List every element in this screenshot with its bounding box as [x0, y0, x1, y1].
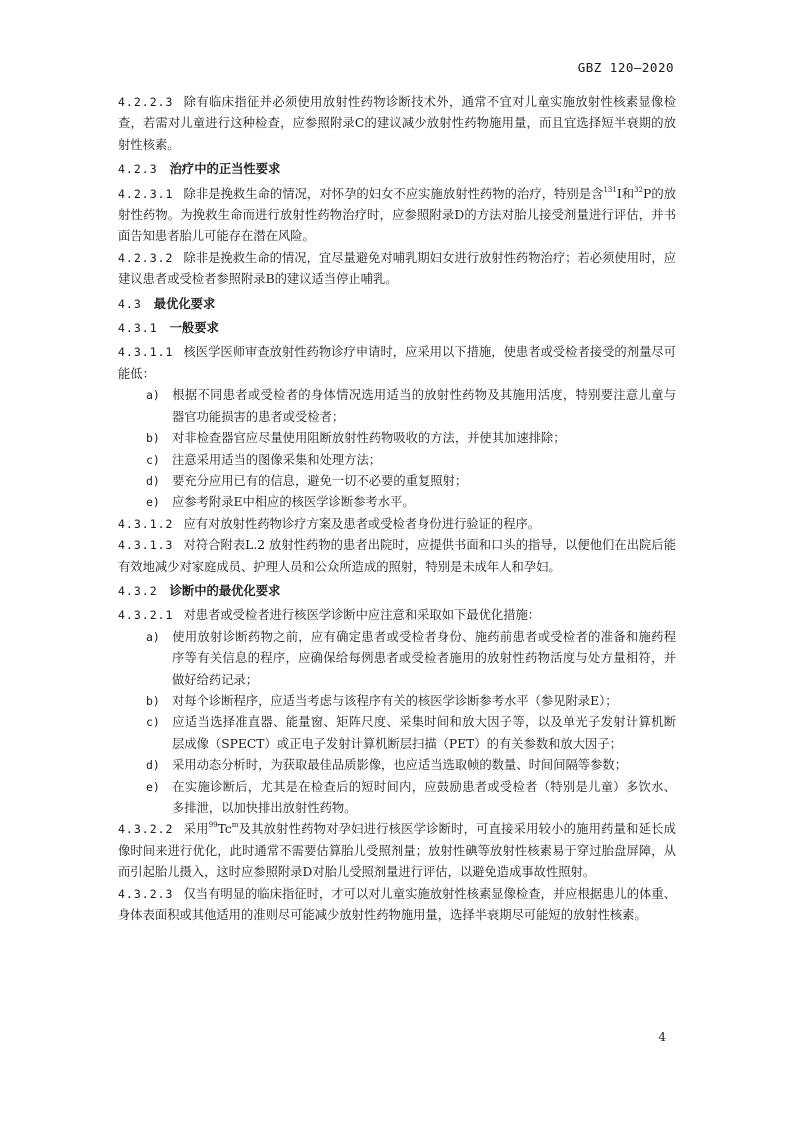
clause-number: 4.3.2.2: [118, 822, 174, 837]
clause-number: 4.2.3.2: [118, 250, 174, 265]
list-marker: b): [146, 431, 160, 446]
section-title: 一般要求: [169, 321, 219, 336]
clause-text: Tc: [217, 822, 232, 837]
list-marker: d): [146, 758, 160, 773]
clause-text: P的放射性药物。为挽救生命而进行放射性药物治疗时，应参照附录D的方法对胎儿接受剂量进行评估，并书面告知患者胎儿可能存在潜在风险。: [118, 186, 676, 244]
section-title: 治疗中的正当性要求: [169, 162, 281, 177]
clause-number: 4.3.2.1: [118, 608, 174, 623]
list-item: [118, 385, 676, 428]
document-body: [118, 92, 676, 926]
section-heading-4-2-3: [118, 159, 676, 180]
section-heading-4-3-2: [118, 581, 676, 602]
list-item-text: 要充分应用已有的信息，避免一切不必要的重复照射；: [172, 473, 468, 488]
list-item: [118, 492, 676, 513]
clause-4-3-2-2: [118, 819, 676, 883]
list-marker: c): [146, 715, 160, 730]
clause-number: 4.3.1.1: [118, 345, 174, 360]
list-item-text: 使用放射诊断药物之前，应有确定患者或受检者身份、施药前患者或受检者的准备和施药程序等有关信息的程序，应确保给每例患者或受检者施用的放射性药物活度与处方量相符，并做好给药记录；: [172, 629, 676, 687]
list-item-text: 对每个诊断程序，应适当考虑与该程序有关的核医学诊断参考水平（参见附录E）；: [172, 693, 618, 708]
isotope-mass-number: 99: [208, 821, 218, 830]
clause-text: 对符合附表L.2 放射性药物的患者出院时，应提供书面和口头的指导，以便他们在出院后能有效地减少对家庭成员、护理人员和公众所造成的照射，特别是未成年人和孕妇。: [118, 538, 676, 574]
clause-number: 4.2.2.3: [118, 95, 174, 109]
list-marker: d): [146, 473, 160, 488]
clause-4-2-3-1: [118, 184, 676, 248]
clause-text: 采用: [183, 822, 209, 837]
list-item: [118, 471, 676, 492]
clause-number: 4.3.1.3: [118, 538, 174, 553]
section-title: 最优化要求: [153, 296, 216, 311]
clause-4-2-3-2: [118, 248, 676, 291]
clause-text: 仅当有明显的临床指征时，才可以对儿童实施放射性核素显像检查，并应根据患儿的体重、身体表面积或其他适用的准则尽可能减少放射性药物施用量，选择半衰期尽可能短的放射性核素。: [118, 886, 676, 923]
section-number: 4.2.3: [118, 162, 158, 177]
clause-text: 应有对放射性药物诊疗方案及患者或受检者身份进行验证的程序。: [183, 516, 541, 531]
clause-text: I和: [616, 186, 635, 201]
clause-number: 4.3.1.2: [118, 516, 174, 531]
clause-number: 4.3.2.3: [118, 886, 174, 901]
section-number: 4.3.1: [118, 321, 158, 336]
clause-4-3-1-2: [118, 514, 676, 535]
clause-4-2-2-3: [118, 92, 676, 156]
clause-4-3-1-3: [118, 535, 676, 578]
clause-text: 及其放射性药物对孕妇进行核医学诊断时，可直接采用较小的施用药量和延长成像时间来进行优化，此时通常不需要估算胎儿受照剂量；放射性碘等放射性核素易于穿过胎盘屏障，从而引起胎儿摄入，这时应参照附录D对胎儿受照剂量进行评估，以避免造成事故性照射。: [118, 822, 676, 880]
list-item: [118, 691, 676, 712]
section-heading-4-3-1: [118, 318, 676, 339]
section-number: 4.3: [118, 296, 142, 311]
list-item-text: 应参考附录E中相应的核医学诊断参考水平。: [172, 495, 415, 510]
list-item: [118, 450, 676, 471]
isotope-mass-number: 131: [603, 185, 617, 194]
standard-id: GBZ 120—2020: [577, 60, 674, 75]
list-item: [118, 777, 676, 820]
list-item-text: 注意采用适当的图像采集和处理方法；: [172, 452, 382, 467]
list-item-text: 应适当选择准直器、能量窗、矩阵尺度、采集时间和放大因子等，以及单光子发射计算机断层成像（SPECT）或正电子发射计算机断层扫描（PET）的有关参数和放大因子；: [172, 715, 676, 751]
list-item-text: 采用动态分析时，为获取最佳品质影像，也应适当选取帧的数量、时间间隔等参数；: [172, 758, 627, 773]
clause-text: 核医学医师审查放射性药物诊疗申请时，应采用以下措施，使患者或受检者接受的剂量尽可能低：: [118, 345, 676, 381]
list-item-text: 在实施诊断后，尤其是在检查后的短时间内，应鼓励患者或受检者（特别是儿童）多饮水、多排泄，以加快排出放射性药物。: [172, 779, 676, 815]
clause-text: 除有临床指征并必须使用放射性药物诊断技术外，通常不宜对儿童实施放射性核素显像检查，若需对儿童进行这种检查，应参照附录C的建议减少放射性药物施用量，而且宜选择短半衰期的放射性核素。: [118, 95, 676, 152]
list-item-text: 根据不同患者或受检者的身体情况选用适当的放射性药物及其施用活度，特别要注意儿童与器官功能损害的患者或受检者；: [172, 388, 676, 424]
list-marker: e): [146, 779, 160, 794]
clause-number: 4.2.3.1: [118, 186, 174, 201]
list-item: [118, 428, 676, 449]
clause-text: 除非是挽救生命的情况，对怀孕的妇女不应实施放射性药物的治疗，特别是含: [183, 186, 604, 201]
list-item: [118, 712, 676, 755]
list-marker: a): [146, 629, 160, 644]
clause-4-3-2-3: [118, 884, 676, 927]
list-item-text: 对非检查器官应尽量使用阻断放射性药物吸收的方法，并使其加速排除；: [172, 431, 566, 446]
metastable-mark: m: [231, 821, 239, 830]
list-item: [118, 755, 676, 776]
clause-4-3-1-1: [118, 342, 676, 385]
page-number: 4: [658, 1030, 666, 1044]
clause-text: 对患者或受检者进行核医学诊断中应注意和采取如下最优化措施：: [183, 608, 541, 623]
list-marker: b): [146, 693, 160, 708]
section-heading-4-3: [118, 294, 676, 315]
list-marker: a): [146, 388, 160, 403]
list-marker: e): [146, 495, 160, 510]
section-title: 诊断中的最优化要求: [169, 583, 281, 598]
isotope-mass-number: 32: [634, 185, 644, 194]
list-item: [118, 627, 676, 691]
section-number: 4.3.2: [118, 583, 158, 598]
list-marker: c): [146, 452, 160, 467]
clause-4-3-2-1: [118, 605, 676, 626]
clause-text: 除非是挽救生命的情况，宜尽量避免对哺乳期妇女进行放射性药物治疗；若必须使用时，应建议患者或受检者参照附录B的建议适当停止哺乳。: [118, 250, 676, 287]
